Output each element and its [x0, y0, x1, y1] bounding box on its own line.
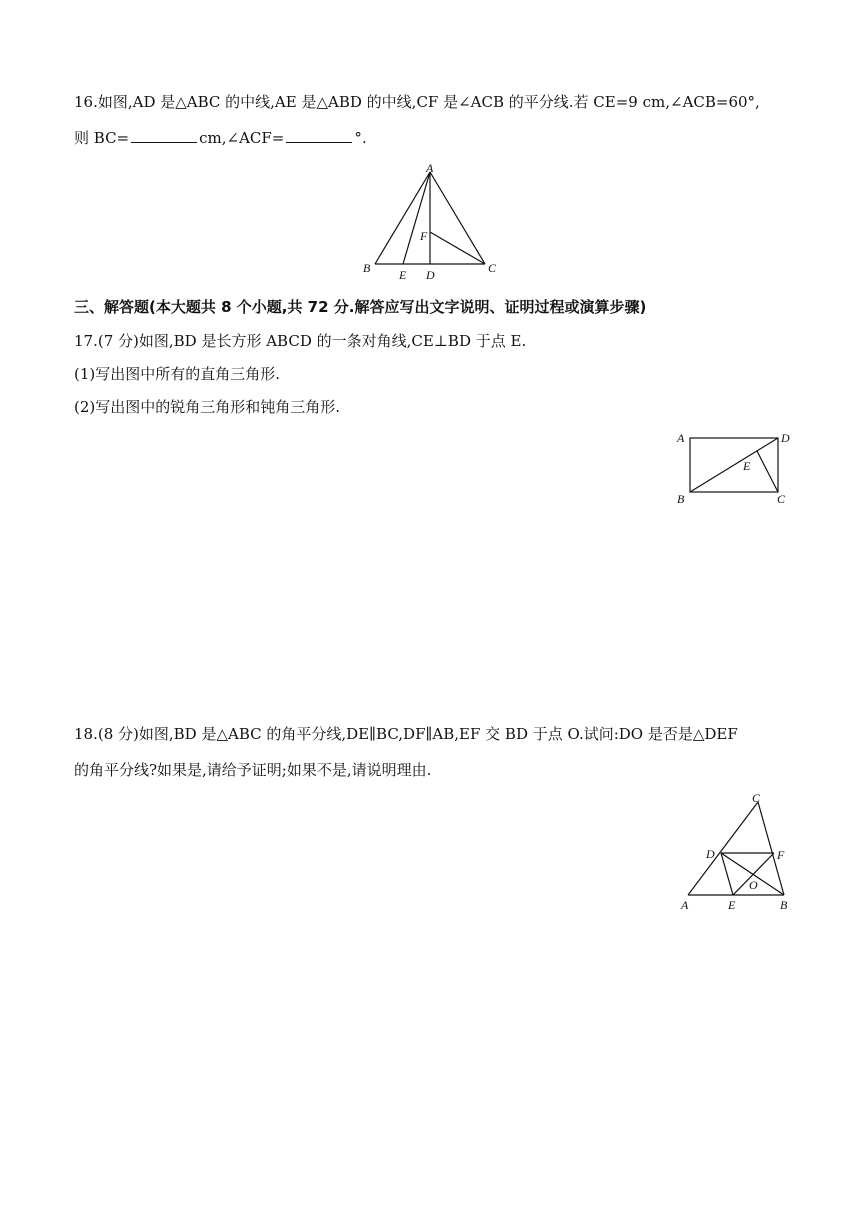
- label-d: D: [706, 847, 715, 861]
- q16-line1: 16.如图,AD 是△ABC 的中线,AE 是△ABD 的中线,CF 是∠ACB 的平分线.若 CE=9 cm,∠ACB=60°,: [74, 93, 760, 111]
- label-f: F: [777, 848, 785, 862]
- segment-ae: [403, 172, 430, 264]
- segment-ac: [688, 802, 758, 895]
- answer-blank-bc[interactable]: [131, 128, 197, 143]
- label-a: A: [677, 431, 685, 445]
- q16-line2-part-c: °.: [354, 129, 367, 147]
- label-a: A: [426, 161, 434, 175]
- q17-stem: 17.(7 分)如图,BD 是长方形 ABCD 的一条对角线,CE⊥BD 于点 E.: [74, 332, 527, 350]
- segment-ce: [757, 451, 778, 492]
- label-d: D: [426, 268, 435, 280]
- answer-blank-acf[interactable]: [286, 128, 352, 143]
- label-e: E: [743, 459, 751, 473]
- label-c: C: [752, 791, 761, 805]
- label-b: B: [780, 898, 788, 912]
- label-c: C: [488, 261, 497, 275]
- segment-ac: [430, 172, 485, 264]
- segment-ab: [375, 172, 430, 264]
- label-b: B: [363, 261, 371, 275]
- label-a: A: [681, 898, 689, 912]
- label-o: O: [749, 878, 758, 892]
- q18-triangle-figure: [676, 788, 798, 916]
- q16-line2-part-b: cm,∠ACF=: [199, 129, 285, 147]
- q18-line1: 18.(8 分)如图,BD 是△ABC 的角平分线,DE∥BC,DF∥AB,EF 交 BD 于点 O.试问:DO 是否是△DEF: [74, 725, 738, 743]
- q16-line2-part-a: 则 BC=: [74, 129, 130, 147]
- label-e: E: [399, 268, 407, 280]
- section-3-title: 三、解答题(本大题共 8 个小题,共 72 分.解答应写出文字说明、证明过程或演算步骤): [74, 298, 647, 316]
- q17-part2: (2)写出图中的锐角三角形和钝角三角形.: [74, 398, 341, 416]
- q16-line2: [74, 128, 800, 148]
- label-e: E: [728, 898, 736, 912]
- label-d: D: [781, 431, 790, 445]
- q17-part1: (1)写出图中所有的直角三角形.: [74, 365, 281, 383]
- label-f: F: [420, 229, 428, 243]
- segment-cf: [430, 232, 485, 264]
- q17-rectangle-figure: [674, 428, 794, 510]
- label-b: B: [677, 492, 685, 506]
- q18-line2: 的角平分线?如果是,请给予证明;如果不是,请说明理由.: [74, 761, 432, 779]
- label-c: C: [777, 492, 786, 506]
- q16-triangle-figure: [355, 160, 505, 280]
